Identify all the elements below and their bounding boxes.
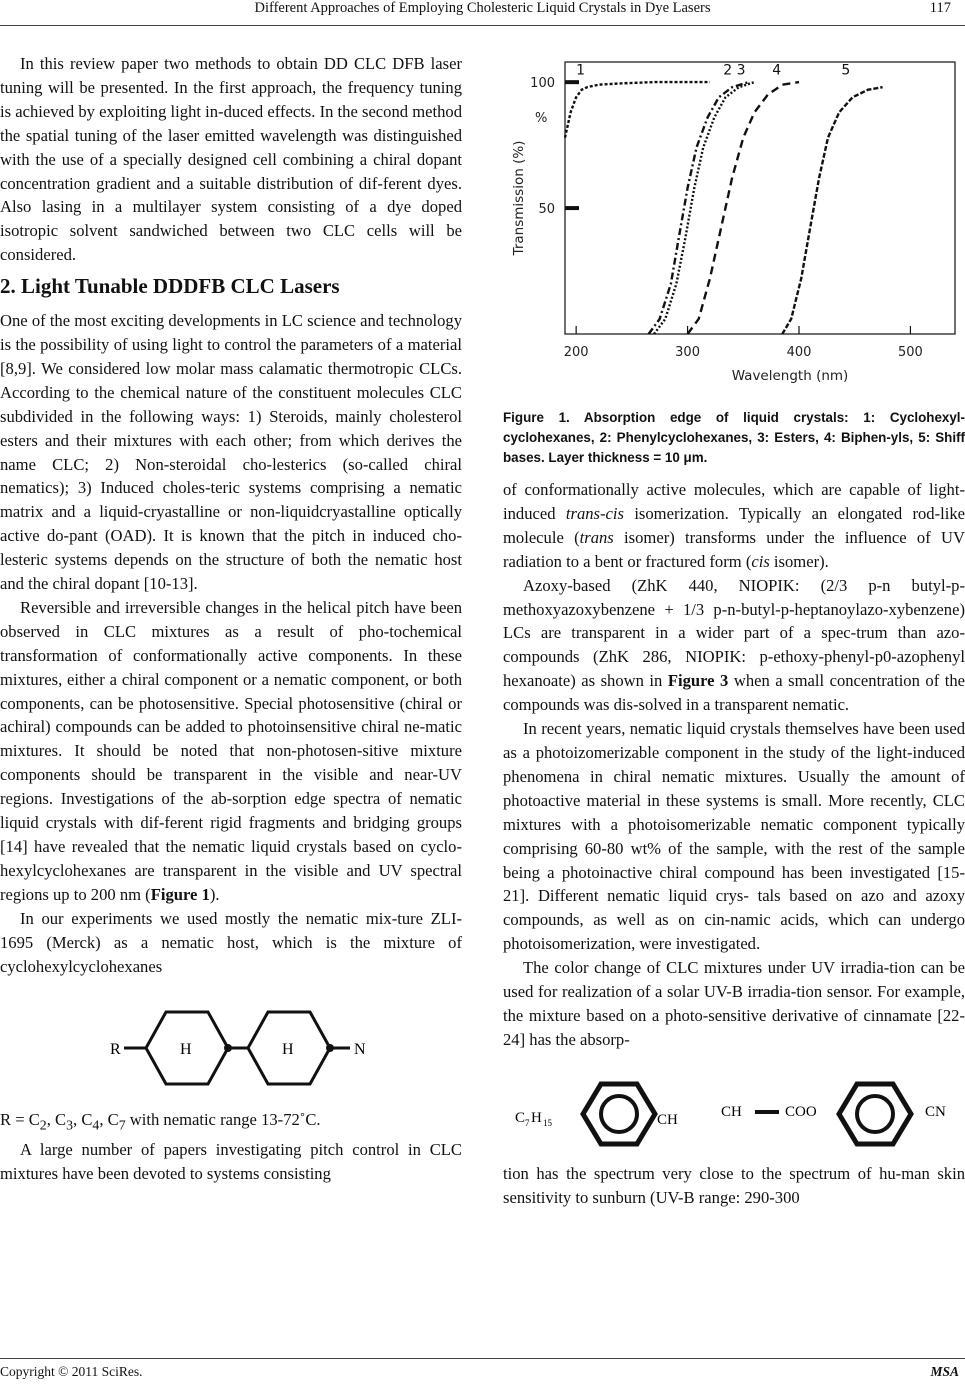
- paragraph: Azoxy-based (ZhK 440, NIOPIK: (2/3 p-n butyl-p-methoxyazoxybenzene + 1/3 p-n-butyl-p-heptanoylazo-xybenzene) LCs are transparent in a wider part of a spec-trum than azo-compounds (ZhK 286, NIOPIK: p-ethoxy-phenyl-p0-azophenyl hexanoate) as shown in Figure 3 when a small concentration of the compounds was dis-solved in a transparent nematic.: [503, 575, 965, 715]
- x-tick-label: 400: [786, 345, 812, 360]
- series-curve-5: [782, 87, 882, 334]
- paragraph: The color change of CLC mixtures under UV irradia-tion can be used for realization of a solar UV-B irradia-tion sensor. For example, the mixture based on a photo-sensitive derivative of cinnamate [22-24] has the absorp-: [503, 958, 965, 1049]
- copyright: Copyright © 2011 SciRes.: [0, 1364, 143, 1379]
- curve-label: 5: [841, 62, 851, 79]
- y-axis-label: Transmission (%): [511, 140, 527, 256]
- footer-rule: [0, 1358, 965, 1359]
- x-tick-label: 300: [675, 345, 700, 360]
- struct-label-h2: H: [282, 1041, 294, 1059]
- page-header: [0, 0, 965, 24]
- journal-name: MSA: [930, 1364, 959, 1379]
- left-column: [0, 52, 462, 1185]
- series-curve-1: [565, 82, 710, 138]
- x-tick-label: 200: [563, 345, 589, 360]
- y-tick-label: 100: [530, 76, 555, 92]
- svg-text:C: C: [515, 1109, 526, 1126]
- paragraph: A large number of papers investigating pitch control in CLC mixtures have been devoted to systems consisting: [0, 1139, 462, 1183]
- paragraph: In this review paper two methods to obtain DD CLC DFB laser tuning will be presented. In the first approach, the frequency tuning is achieved by exploiting light in-duced effects. In the second method the spatial tuning of the laser emitted wavelength was distinguished with the use of a specially designed cell combining a chiral dopant concentration gradient and a suitable distribution of dif-ferent dyes. Also lasing in a multilayer system consisting of a dye doped isotropic solvent sandwiched between two CLC cells will be considered.: [0, 54, 462, 265]
- running-title: Different Approaches of Employing Cholesteric Liquid Crystals in Dye Lasers: [254, 0, 711, 16]
- paragraph: tion has the spectrum very close to the spectrum of hu-man skin sensitivity to sunburn (UV-B range: 290-300: [503, 1163, 965, 1207]
- paragraph: In our experiments we used mostly the nematic mix-ture ZLI-1695 (Merck) as a nematic host, which is the mixture of cyclohexylcyclohexanes: [0, 908, 462, 976]
- section-heading: 2. Light Tunable DDDFB CLC Lasers: [0, 274, 340, 299]
- svg-text:CN: CN: [925, 1103, 946, 1120]
- page-number: 117: [929, 0, 951, 16]
- header-rule: [0, 25, 965, 26]
- paragraph: One of the most exciting developments in LC science and technology is the possibility of using light to control the parameters of a material [8,9]. We considered low molar mass calamatic thermotropic CLCs. According to the chemical nature of the constituent molecules CLC subdivided in the following ways: 1) Steroids, mainly cholesterol esters and their mixtures with each other; from which derives the name CLC; 2) Non-steroidal cho-lesterics (so-called chiral nematics); 3) Induced choles-teric systems comprising a nematic matrix and a liquid-cryastalline or non-liquidcryastalline optically active do-pant (OAD). It is known that the pitch in induced cho-lesteric systems depends on the structure of both the nematic host and the chiral dopant [10-13].: [0, 311, 462, 594]
- series-curve-2: [649, 82, 749, 334]
- y-unit-label: %: [535, 111, 548, 127]
- figure-1: [503, 52, 965, 402]
- x-axis-label: Wavelength (nm): [731, 368, 849, 384]
- y-tick-label: 50: [538, 202, 555, 218]
- svg-text:H: H: [531, 1109, 542, 1126]
- figure-ref[interactable]: Figure 3: [667, 671, 729, 691]
- cyclohexylcyclohexane-structure: [110, 998, 370, 1098]
- svg-text:COO: COO: [785, 1103, 817, 1120]
- series-curve-4: [688, 82, 799, 334]
- struct-label-h1: H: [180, 1041, 192, 1059]
- svg-text:15: 15: [543, 1117, 552, 1128]
- svg-text:CH: CH: [721, 1103, 742, 1120]
- struct-label-r: R: [110, 1041, 121, 1059]
- x-tick-label: 500: [898, 345, 923, 360]
- figure-ref[interactable]: Figure 1: [150, 884, 210, 904]
- plot-frame: [565, 62, 955, 334]
- curve-label: 2 3: [723, 62, 746, 79]
- figure-caption: Figure 1. Absorption edge of liquid crystals: 1: Cyclohexyl-cyclohexanes, 2: Phenylcyclohexanes, 3: Esters, 4: Biphen-yls, 5: Shiff bases. Layer thickness = 10 μm.: [503, 410, 965, 465]
- paragraph: In recent years, nematic liquid crystals themselves have been used as a photoizomerizable component in the study of the light-induced phenomena in chiral nematic mixtures. Usually the amount of photoactive material in these systems is small. More recently, CLC mixtures with a photoisomerizable nematic component typically comprising 60-80 wt% of the sample, with the rest of the sample being a photoinactive chiral compound has been investigated [15-21]. Different nematic liquid crys- tals based on azo and azoxy compounds, as well as on cin-namic acids, which can undergo photoisomerization, were investigated.: [503, 719, 965, 954]
- curve-label: 4: [772, 62, 782, 79]
- svg-text:CH: CH: [657, 1111, 678, 1128]
- right-column: [503, 52, 965, 1210]
- curve-label: 1: [576, 62, 586, 79]
- absorption-edge-chart: [503, 52, 965, 392]
- paragraph: of conformationally active molecules, which are capable of light-induced trans-cis isomerization. Typically an elongated rod-like molecule (trans isomer) transforms under the influence of UV radiation to a bent or fractured form (cis isomer).: [503, 480, 965, 571]
- paragraph: Reversible and irreversible changes in the helical pitch have been observed in CLC mixtures as a result of pho-tochemical transformation of conformationally active components. In these mixtures, either a chiral component or a nematic component, or both components, can be photosensitive. Special photosensitive (chiral or achiral) compounds can be added to photoinsensitive chiral ne-matic mixtures. It should be noted that non-photosen-sitive mixture components should be transparent in the visible and near-UV regions. Investigations of the ab-sorption edge spectra of nematic liquid crystals with dif-ferent rigid fragments and bridging groups [14] have revealed that the nematic liquid crystals based on cyclo-hexylcyclohexanes are transparent in the visible and UV spectral regions up to 200 nm (Figure 1).: [0, 597, 462, 904]
- cinnamate-structure: [509, 1072, 959, 1152]
- svg-text:7: 7: [525, 1117, 530, 1128]
- formula-line: $R = C_2$, $C_3$, $C_4$, $C_7$ with nematic range 13-72˚C.: [0, 1110, 321, 1133]
- struct-label-n: N: [354, 1041, 366, 1059]
